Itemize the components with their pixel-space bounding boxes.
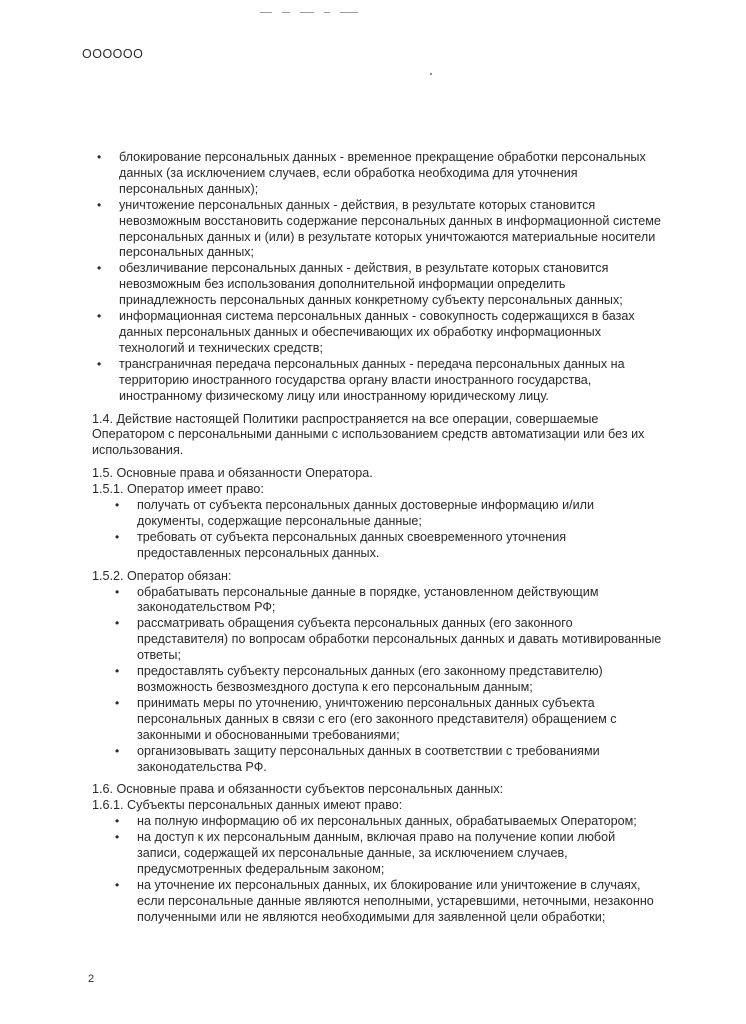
definitions-list (92, 150, 662, 405)
paragraph-1-4: 1.4. Действие настоящей Политики распространяется на все операции, совершаемые Оператором с персональными данными с использованием средств автоматизации или без их использования. (92, 411, 645, 458)
list-item: • требовать от субъекта персональных данных своевременного уточнения предоставленных персональных данных. (137, 530, 662, 562)
operator-rights-list (92, 498, 662, 562)
scan-artifact (260, 12, 370, 18)
subject-rights-list (92, 814, 662, 925)
section-1-5-title: 1.5. Основные права и обязанности Оператора. (92, 466, 373, 481)
list-item: • обезличивание персональных данных - действия, в результате которых становится невозможным без использования дополнительной информации определить принадлежность персональных данных конкретному субъекту персональных данных; (119, 261, 662, 309)
operator-obligations-list (92, 585, 662, 776)
list-item: • на уточнение их персональных данных, их блокирование или уничтожение в случаях, если персональные данные являются неполными, устаревшими, неточными, незаконно полученными или не являются необходимыми для заявленной цели обработки; (137, 878, 662, 926)
list-item: • принимать меры по уточнению, уничтожению персональных данных субъекта персональных данных в связи с его (его законного представителя) обращением с законными и обоснованными требованиями; (137, 696, 662, 744)
list-item: • получать от субъекта персональных данных достоверные информацию и/или документы, содержащие персональные данные; (137, 498, 662, 530)
list-item: • организовывать защиту персональных данных в соответствии с требованиями законодательства РФ. (137, 744, 662, 776)
list-item: • информационная система персональных данных - совокупность содержащихся в базах данных персональных данных и обеспечивающих их обработку информационных технологий и технических средств; (119, 309, 662, 357)
list-item: • предоставлять субъекту персональных данных (его законному представителю) возможность безвозмездного доступа к его персональным данным; (137, 664, 662, 696)
list-item: • трансграничная передача персональных данных - передача персональных данных на территорию иностранного государства органу власти иностранного государства, иностранному физическому лицу или иностранному юридическому лицу. (119, 357, 662, 405)
page-number: 2 (88, 973, 95, 985)
subsection-1-5-2-title: 1.5.2. Оператор обязан: (92, 568, 232, 583)
list-item: • на полную информацию об их персональных данных, обрабатываемых Оператором; (137, 814, 662, 830)
section-1-6-title: 1.6. Основные права и обязанности субъектов персональных данных: (92, 782, 504, 797)
subsection-1-5-1-title: 1.5.1. Оператор имеет право: (92, 482, 264, 497)
list-item: • на доступ к их персональным данным, включая право на получение копии любой записи, содержащей их персональные данные, за исключением случаев, предусмотренных федеральным законом; (137, 830, 662, 878)
list-item: • блокирование персональных данных - временное прекращение обработки персональных данных (за исключением случаев, если обработка необходима для уточнения персональных данных); (119, 150, 662, 198)
scan-speck (430, 73, 432, 75)
subsection-1-6-1-title: 1.6.1. Субъекты персональных данных имеют право: (92, 798, 403, 813)
list-item: • рассматривать обращения субъекта персональных данных (его законного представителя) по вопросам обработки персональных данных и давать мотивированные ответы; (137, 616, 662, 664)
list-item: • уничтожение персональных данных - действия, в результате которых становится невозможным восстановить содержание персональных данных в информационной системе персональных данных и (или) в результате которых уничтожаются материальные носители персональных данных; (119, 198, 662, 262)
list-item: • обрабатывать персональные данные в порядке, установленном действующим законодательством РФ; (137, 585, 662, 617)
document-header-code: OOOOOO (82, 47, 144, 61)
document-body (92, 150, 662, 926)
